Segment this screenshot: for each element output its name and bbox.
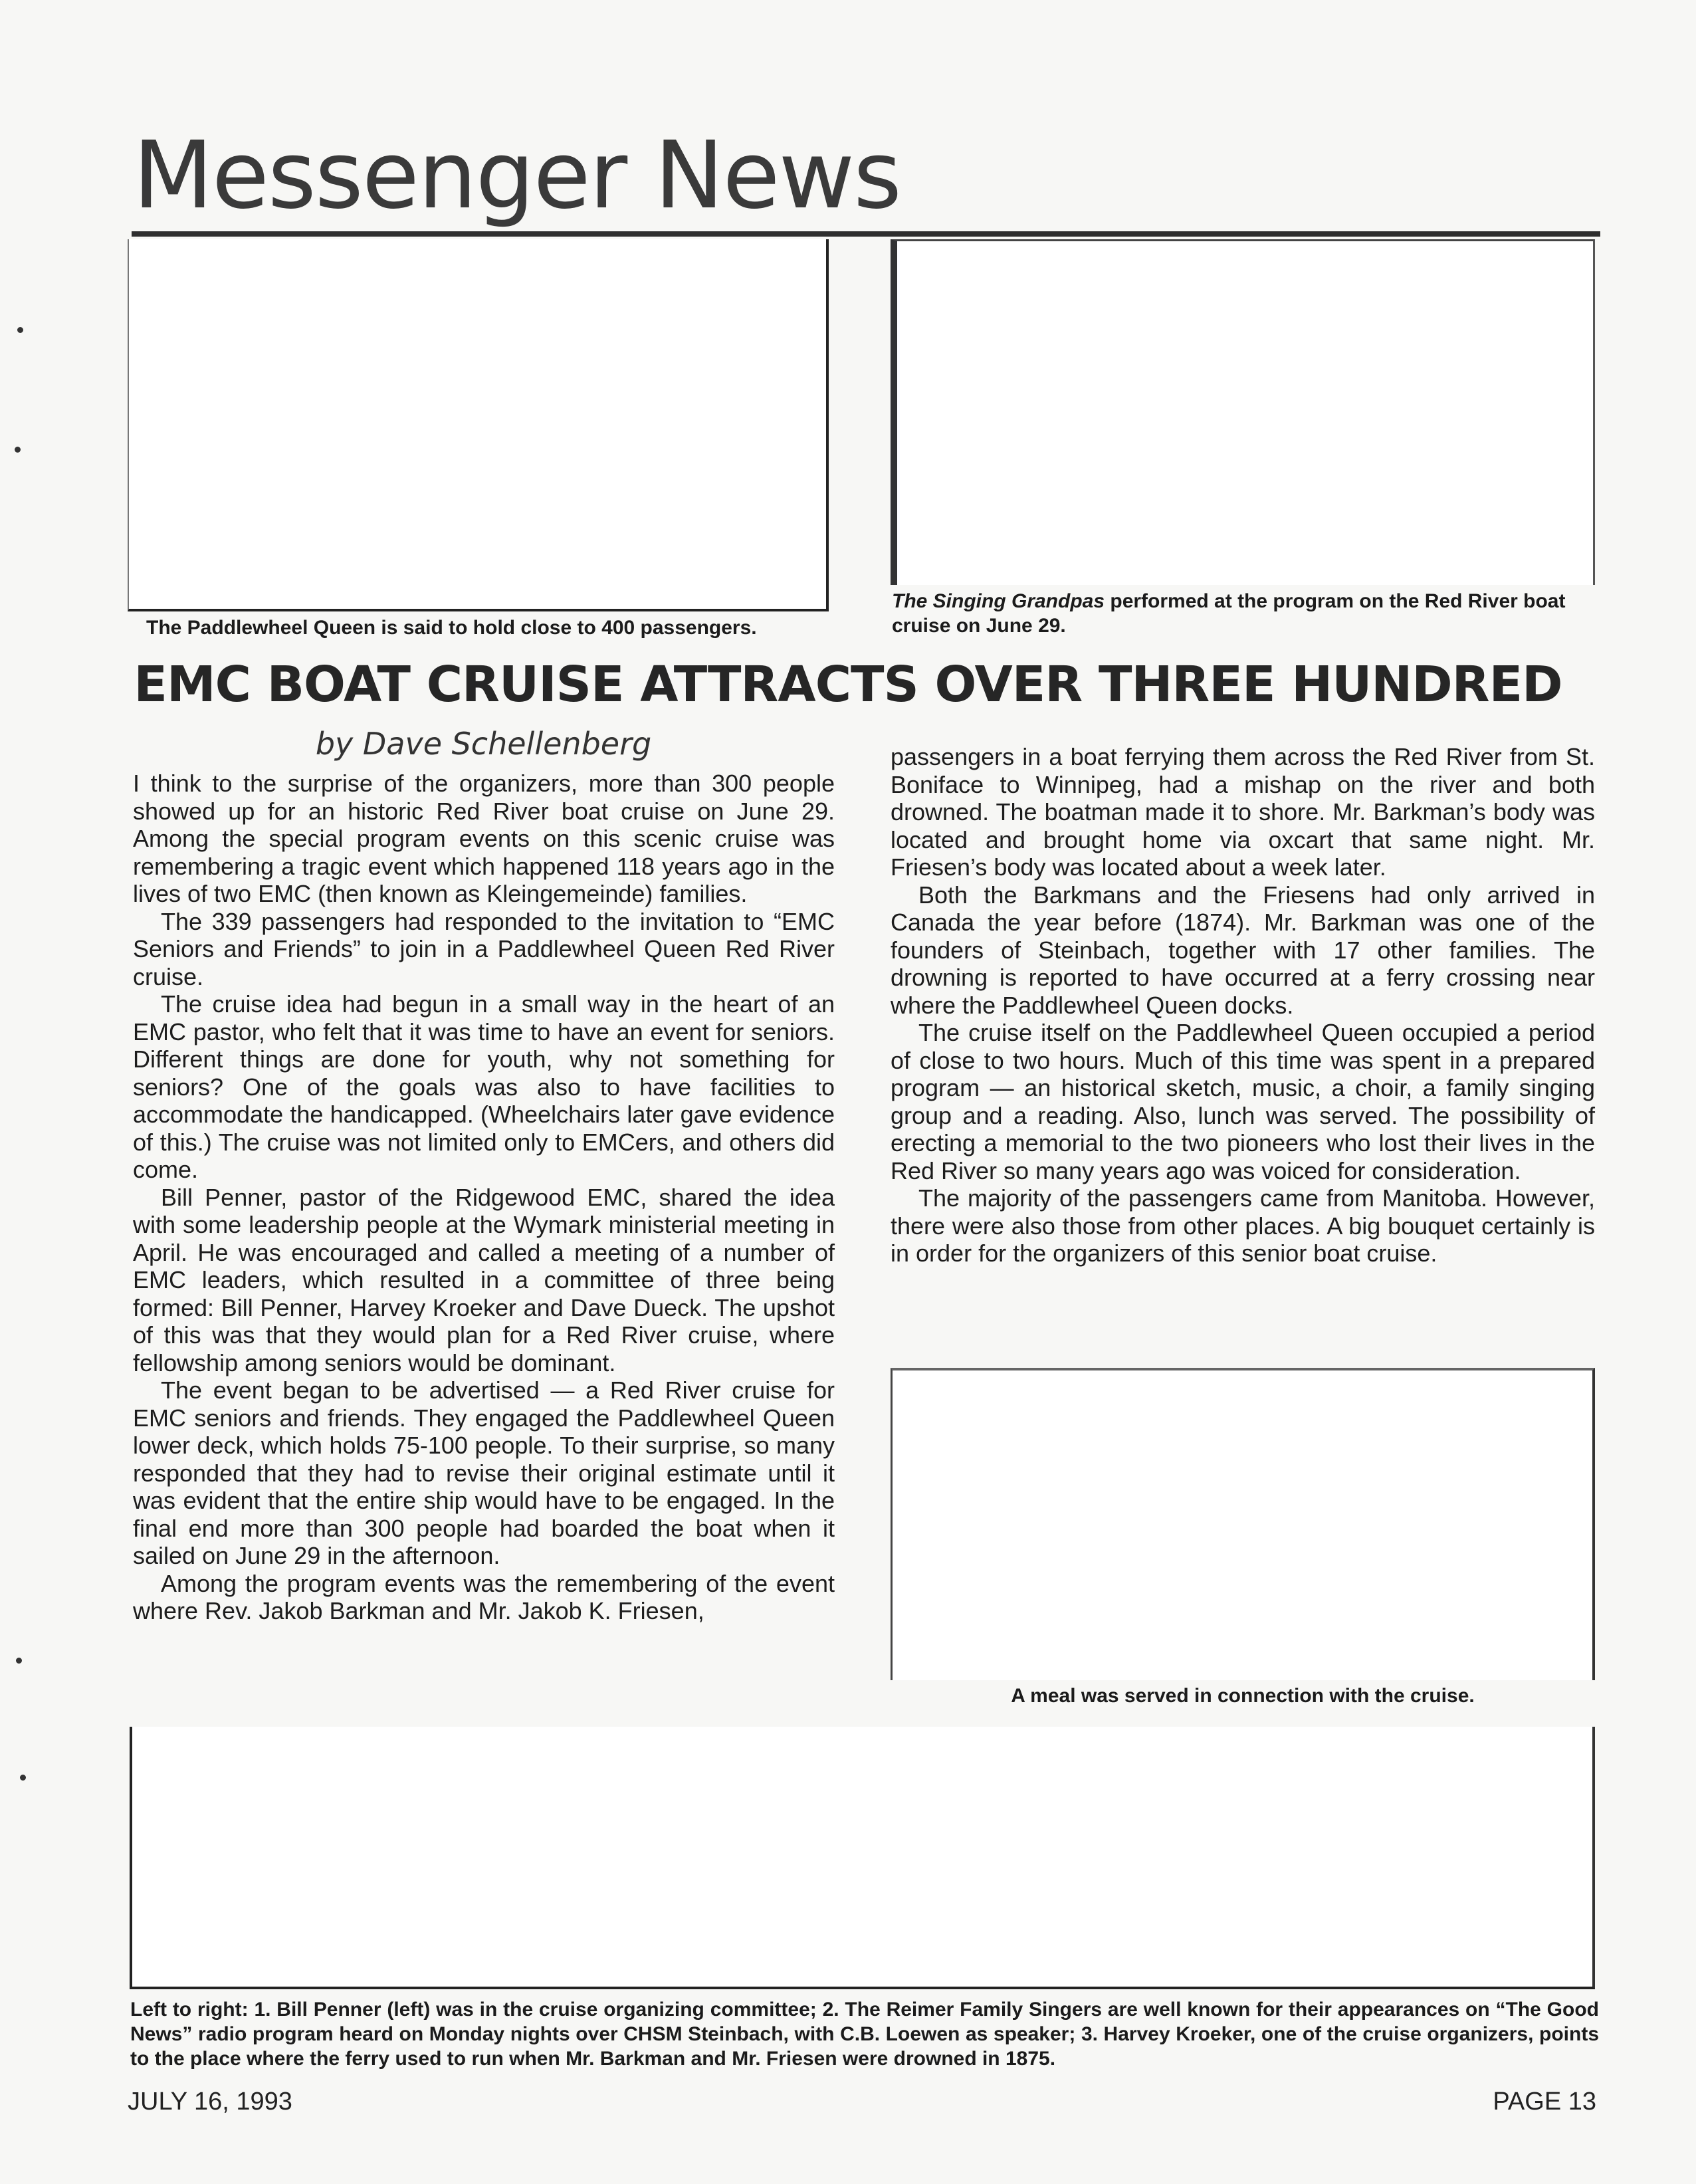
caption-singing-grandpas	[892, 589, 1596, 638]
binder-hole-mark	[20, 1775, 26, 1781]
article-paragraph: I think to the surprise of the organizers, more than 300 people showed up for an historic Red River boat cruise on June 29. Among the special program events on this scenic cruise was remembering a tragic event which happened 118 years ago in the lives of two EMC (then known as Kleingemeinde) families.	[133, 770, 835, 907]
masthead-title: Messenger News	[133, 122, 901, 230]
photo-paddlewheel-queen	[128, 239, 829, 611]
masthead-rule	[132, 231, 1600, 237]
binder-hole-mark	[17, 327, 23, 333]
article-paragraph: The event began to be advertised — a Red River cruise for EMC seniors and friends. They engaged the Paddlewheel Queen lower deck, which holds 75-100 people. To their surprise, so many responded that they had to revise their original estimate until it was evident that the entire ship would have to be engaged. In the final end more than 300 people had boarded the boat when it sailed on June 29 in the afternoon.	[133, 1376, 835, 1569]
article-paragraph: The 339 passengers had responded to the invitation to “EMC Seniors and Friends” to join in a Paddlewheel Queen Red River cruise.	[133, 907, 835, 990]
issue-date: JULY 16, 1993	[128, 2088, 292, 2116]
caption-paddlewheel-queen: The Paddlewheel Queen is said to hold close to 400 passengers.	[146, 617, 757, 639]
photo-meal	[891, 1368, 1595, 1680]
binder-hole-mark	[15, 447, 21, 453]
article-paragraph: Both the Barkmans and the Friesens had only arrived in Canada the year before (1874). Mr. Barkman was one of the founders of Steinbach, together with 17 other families. The drowning is reported to have occurred at a ferry crossing near where the Paddlewheel Queen docks.	[891, 881, 1595, 1019]
article-paragraph: The majority of the passengers came from Manitoba. However, there were also those from other places. A big bouquet certainly is in order for the organizers of this senior boat cruise.	[891, 1184, 1595, 1267]
caption-singing-grandpas-title: The Singing Grandpas	[892, 590, 1105, 612]
article-column-right	[891, 743, 1595, 1267]
article-paragraph: Among the program events was the remembering of the event where Rev. Jakob Barkman and Mr. Jakob K. Friesen,	[133, 1569, 835, 1624]
page-number: PAGE 13	[1493, 2088, 1596, 2116]
caption-meal: A meal was served in connection with the cruise.	[1011, 1685, 1475, 1707]
photo-singing-grandpas	[891, 239, 1595, 585]
article-paragraph: Bill Penner, pastor of the Ridgewood EMC, shared the idea with some leadership people at the Wymark ministerial meeting in April. He was encouraged and called a meeting of a number of EMC leaders, which resulted in a committee of three being formed: Bill Penner, Harvey Kroeker and Dave Dueck. The upshot of this was that they would plan for a Red River cruise, where fellowship among seniors would be dominant.	[133, 1183, 835, 1376]
article-paragraph: The cruise itself on the Paddlewheel Queen occupied a period of close to two hours. Much of this time was spent in a prepared program — an historical sketch, music, a choir, a family singing group and a reading. Also, lunch was served. The possibility of erecting a memorial to the two pioneers who lost their lives in the Red River so many years ago was voiced for consideration.	[891, 1019, 1595, 1184]
binder-hole-mark	[16, 1658, 22, 1664]
caption-singing-grandpas-text: performed at the program on the Red River boat cruise on June 29.	[892, 590, 1566, 637]
article-paragraph: passengers in a boat ferrying them across the Red River from St. Boniface to Winnipeg, had a mishap on the river and both drowned. The boatman made it to shore. Mr. Barkman’s body was located and brought home via oxcart that same night. Mr. Friesen’s body was located about a week later.	[891, 743, 1595, 881]
article-byline: by Dave Schellenberg	[315, 726, 652, 762]
article-headline: EMC BOAT CRUISE ATTRACTS OVER THREE HUNDRED	[134, 656, 1562, 713]
caption-organizers: Left to right: 1. Bill Penner (left) was in the cruise organizing committee; 2. The Reimer Family Singers are well known for their appearances on “The Good News” radio program heard on Monday nights over CHSM Steinbach, with C.B. Loewen as speaker; 3. Harvey Kroeker, one of the cruise organizers, points to the place where the ferry used to run when Mr. Barkman and Mr. Friesen were drowned in 1875.	[130, 1999, 1599, 2070]
article-paragraph: The cruise idea had begun in a small way in the heart of an EMC pastor, who felt that it was time to have an event for seniors. Different things are done for youth, why not something for seniors? One of the goals was also to have facilities to accommodate the handicapped. (Wheelchairs later gave evidence of this.) The cruise was not limited only to EMCers, and others did come.	[133, 990, 835, 1183]
photo-strip-organizers	[130, 1727, 1595, 1989]
article-column-left	[133, 770, 835, 1625]
